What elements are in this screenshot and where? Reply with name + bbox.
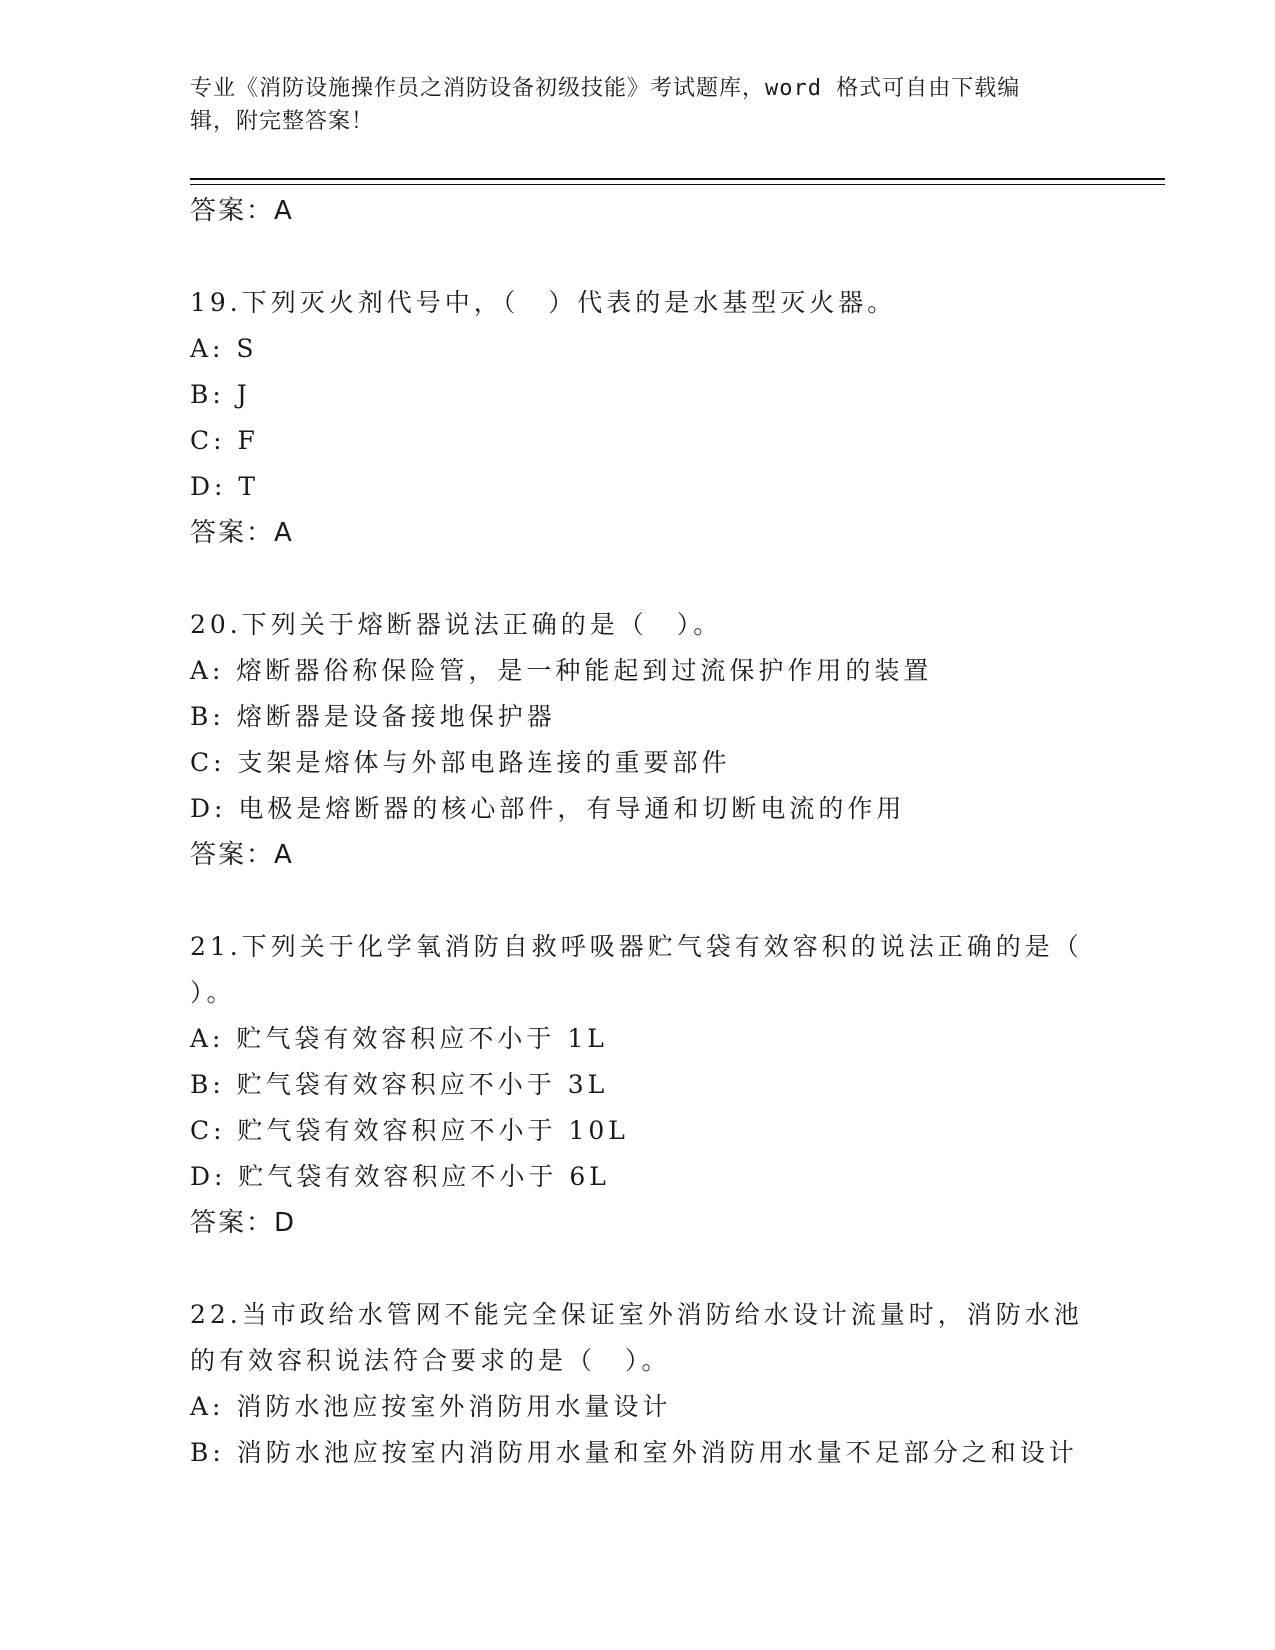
option-d: D: 贮气袋有效容积应不小于 6L — [190, 1162, 610, 1191]
question-stem — [190, 1292, 1090, 1384]
answer-line: 答案：A — [190, 840, 294, 870]
option-a: A: 熔断器俗称保险管，是一种能起到过流保护作用的装置 — [190, 656, 933, 685]
question-22 — [190, 1292, 1090, 1476]
question-stem — [190, 924, 1090, 1016]
header-line-1: 专业《消防设施操作员之消防设备初级技能》考试题库，word 格式可自由下载编 — [190, 76, 1021, 101]
option-d: D: 电极是熔断器的核心部件，有导通和切断电流的作用 — [190, 794, 906, 823]
stem-line: ）。 — [190, 978, 236, 1007]
document-header — [190, 72, 1090, 138]
option-b: B: 熔断器是设备接地保护器 — [190, 702, 556, 731]
header-line-2: 辑，附完整答案！ — [190, 109, 375, 134]
option-c: C: F — [190, 426, 259, 455]
option-d: D: T — [190, 472, 260, 501]
header-divider-thin — [190, 184, 1165, 185]
option-b: B: 贮气袋有效容积应不小于 3L — [190, 1070, 609, 1099]
answer-line: 答案：A — [190, 518, 294, 548]
option-a: A: S — [190, 334, 258, 363]
option-b: B: J — [190, 380, 251, 409]
stem-line: 20.下列关于熔断器说法正确的是（ ）。 — [190, 610, 723, 639]
option-c: C: 贮气袋有效容积应不小于 10L — [190, 1116, 629, 1145]
question-stem — [190, 280, 1090, 326]
option-b: B: 消防水池应按室内消防用水量和室外消防用水量不足部分之和设计 — [190, 1438, 1078, 1467]
question-21 — [190, 924, 1090, 1246]
stem-line: 的有效容积说法符合要求的是（ ）。 — [190, 1346, 671, 1375]
question-list — [190, 188, 1090, 1476]
header-divider-thick — [190, 178, 1165, 180]
question-stem — [190, 602, 1090, 648]
stem-line: 22.当市政给水管网不能完全保证室外消防给水设计流量时，消防水池 — [190, 1300, 1083, 1329]
answer-line: 答案：A — [190, 196, 294, 226]
answer-line: 答案：D — [190, 1208, 297, 1238]
stem-line: 21.下列关于化学氧消防自救呼吸器贮气袋有效容积的说法正确的是（ — [190, 932, 1083, 961]
option-a: A: 消防水池应按室外消防用水量设计 — [190, 1392, 672, 1421]
option-a: A: 贮气袋有效容积应不小于 1L — [190, 1024, 608, 1053]
question-20 — [190, 602, 1090, 878]
stem-line: 19.下列灭火剂代号中，（ ）代表的是水基型灭火器。 — [190, 288, 897, 317]
option-c: C: 支架是熔体与外部电路连接的重要部件 — [190, 748, 731, 777]
question-19 — [190, 280, 1090, 556]
